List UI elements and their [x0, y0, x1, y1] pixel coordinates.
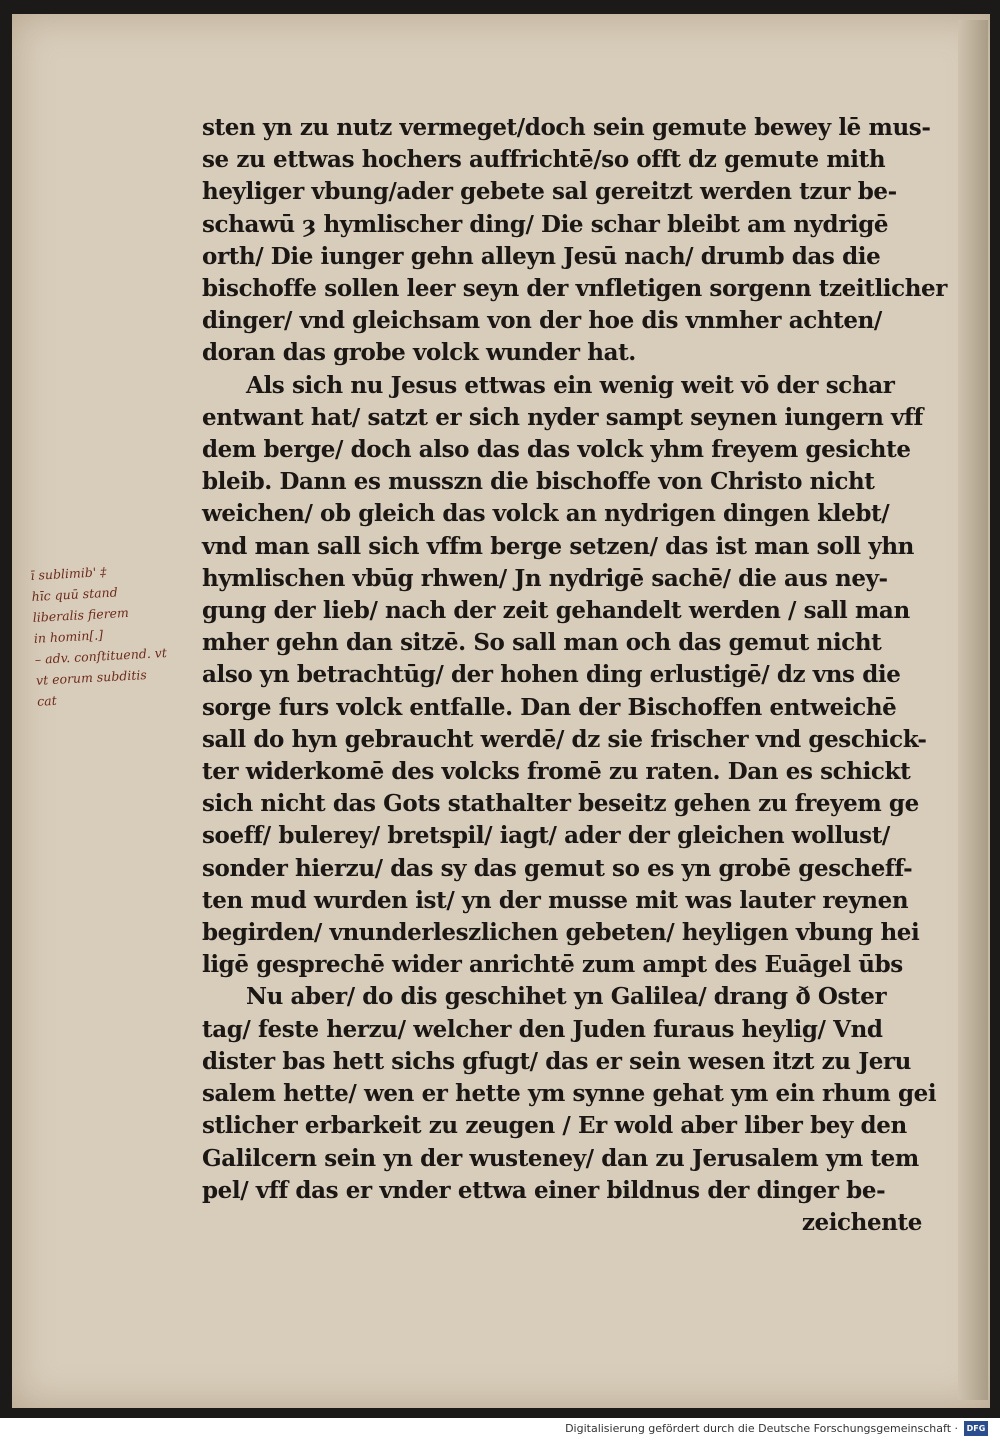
text-line: begirden/ vnunderleszlichen gebeten/ heyligen vbung hei: [202, 919, 920, 947]
text-line: pel/ vff das er vnder ettwa einer bildnus der dinger be-: [202, 1176, 886, 1204]
funding-credit: Digitalisierung gefördert durch die Deutsche Forschungsgemeinschaft ·: [565, 1422, 958, 1435]
text-line: also yn betrachtūg/ der hohen ding erlustigē/ dz vns die: [202, 661, 901, 689]
margin-note-line: hīc quū stand: [31, 584, 118, 604]
text-line: sich nicht das Gots stathalter beseitz gehen zu freyem ge: [202, 790, 919, 818]
text-line: vnd man sall sich vffm berge setzen/ das ist man soll yhn: [202, 532, 914, 560]
body-text: [202, 112, 947, 1239]
text-line: entwant hat/ satzt er sich nyder sampt seynen iungern vff: [202, 403, 923, 431]
text-line: Galilcern sein yn der wusteney/ dan zu Jerusalem ym tem: [202, 1144, 919, 1172]
text-line: tag/ feste herzu/ welcher den Juden furaus heylig/ Vnd: [202, 1015, 883, 1043]
text-line: doran das grobe volck wunder hat.: [202, 339, 636, 367]
text-line: schawū ȝ hymlischer ding/ Die schar bleibt am nydrigē: [202, 210, 889, 238]
text-line: soeff/ bulerey/ bretspil/ iagt/ ader der gleichen wollust/: [202, 822, 890, 850]
text-line: salem hette/ wen er hette ym synne gehat ym ein rhum gei: [202, 1080, 937, 1108]
page-gutter: [958, 20, 988, 1400]
text-line: sall do hyn gebraucht werdē/ dz sie frischer vnd geschick-: [202, 725, 927, 753]
text-line: ligē gesprechē wider anrichtē zum ampt des Euāgel ūbs: [202, 951, 903, 979]
text-line: weichen/ ob gleich das volck an nydrigen dingen klebt/: [202, 500, 890, 528]
catchword: zeichente: [801, 1208, 922, 1236]
text-line: dem berge/ doch also das das volck yhm freyem gesichte: [202, 436, 911, 464]
text-line: dinger/ vnd gleichsam von der hoe dis vnmher achten/: [202, 307, 882, 335]
margin-note-line: cat: [36, 692, 57, 709]
text-line: hymlischen vbūg rhwen/ Jn nydrigē sachē/ die aus ney-: [202, 564, 888, 592]
footer-bar: [0, 1418, 1000, 1441]
paragraph-start-line: Nu aber/ do dis geschihet yn Galilea/ drang ð Oster: [246, 983, 887, 1011]
handwritten-margin-note: [30, 556, 212, 712]
text-line: bleib. Dann es musszn die bischoffe von Christo nicht: [202, 468, 875, 496]
margin-note-line: vt eorum subditis: [35, 667, 148, 688]
margin-note-line: ī sublimib' ‡: [30, 564, 107, 583]
margin-note-line: in homin[.]: [33, 627, 104, 646]
text-line: stlicher erbarkeit zu zeugen / Er wold aber liber bey den: [202, 1112, 907, 1140]
text-line: orth/ Die iunger gehn alleyn Jesū nach/ drumb das die: [202, 242, 881, 270]
text-line: sonder hierzu/ das sy das gemut so es yn grobē gescheff-: [202, 854, 913, 882]
text-line: heyliger vbung/ader gebete sal gereitzt werden tzur be-: [202, 178, 897, 206]
margin-note-line: – adv. conſtituend. vt: [34, 644, 168, 667]
text-line: se zu ettwas hochers auffrichtē/so offt dz gemute mith: [202, 146, 886, 174]
text-line: gung der lieb/ nach der zeit gehandelt werden / sall man: [202, 597, 910, 625]
text-line: mher gehn dan sitzē. So sall man och das gemut nicht: [202, 629, 882, 657]
text-line: sorge furs volck entfalle. Dan der Bischoffen entweichē: [202, 693, 897, 721]
text-line: bischoffe sollen leer seyn der vnfletigen sorgenn tzeitlicher: [202, 275, 947, 303]
text-line: ter widerkomē des volcks fromē zu raten. Dan es schickt: [202, 758, 911, 786]
text-line: ten mud wurden ist/ yn der musse mit was lauter reynen: [202, 886, 909, 914]
paragraph-start-line: Als sich nu Jesus ettwas ein wenig weit vō der schar: [246, 371, 895, 399]
dfg-logo: DFG: [964, 1421, 988, 1436]
margin-note-line: liberalis fierem: [32, 604, 130, 625]
text-line: dister bas hett sichs gfugt/ das er sein wesen itzt zu Jeru: [202, 1047, 911, 1075]
text-line: sten yn zu nutz vermeget/doch sein gemute bewey lē mus-: [202, 114, 931, 141]
